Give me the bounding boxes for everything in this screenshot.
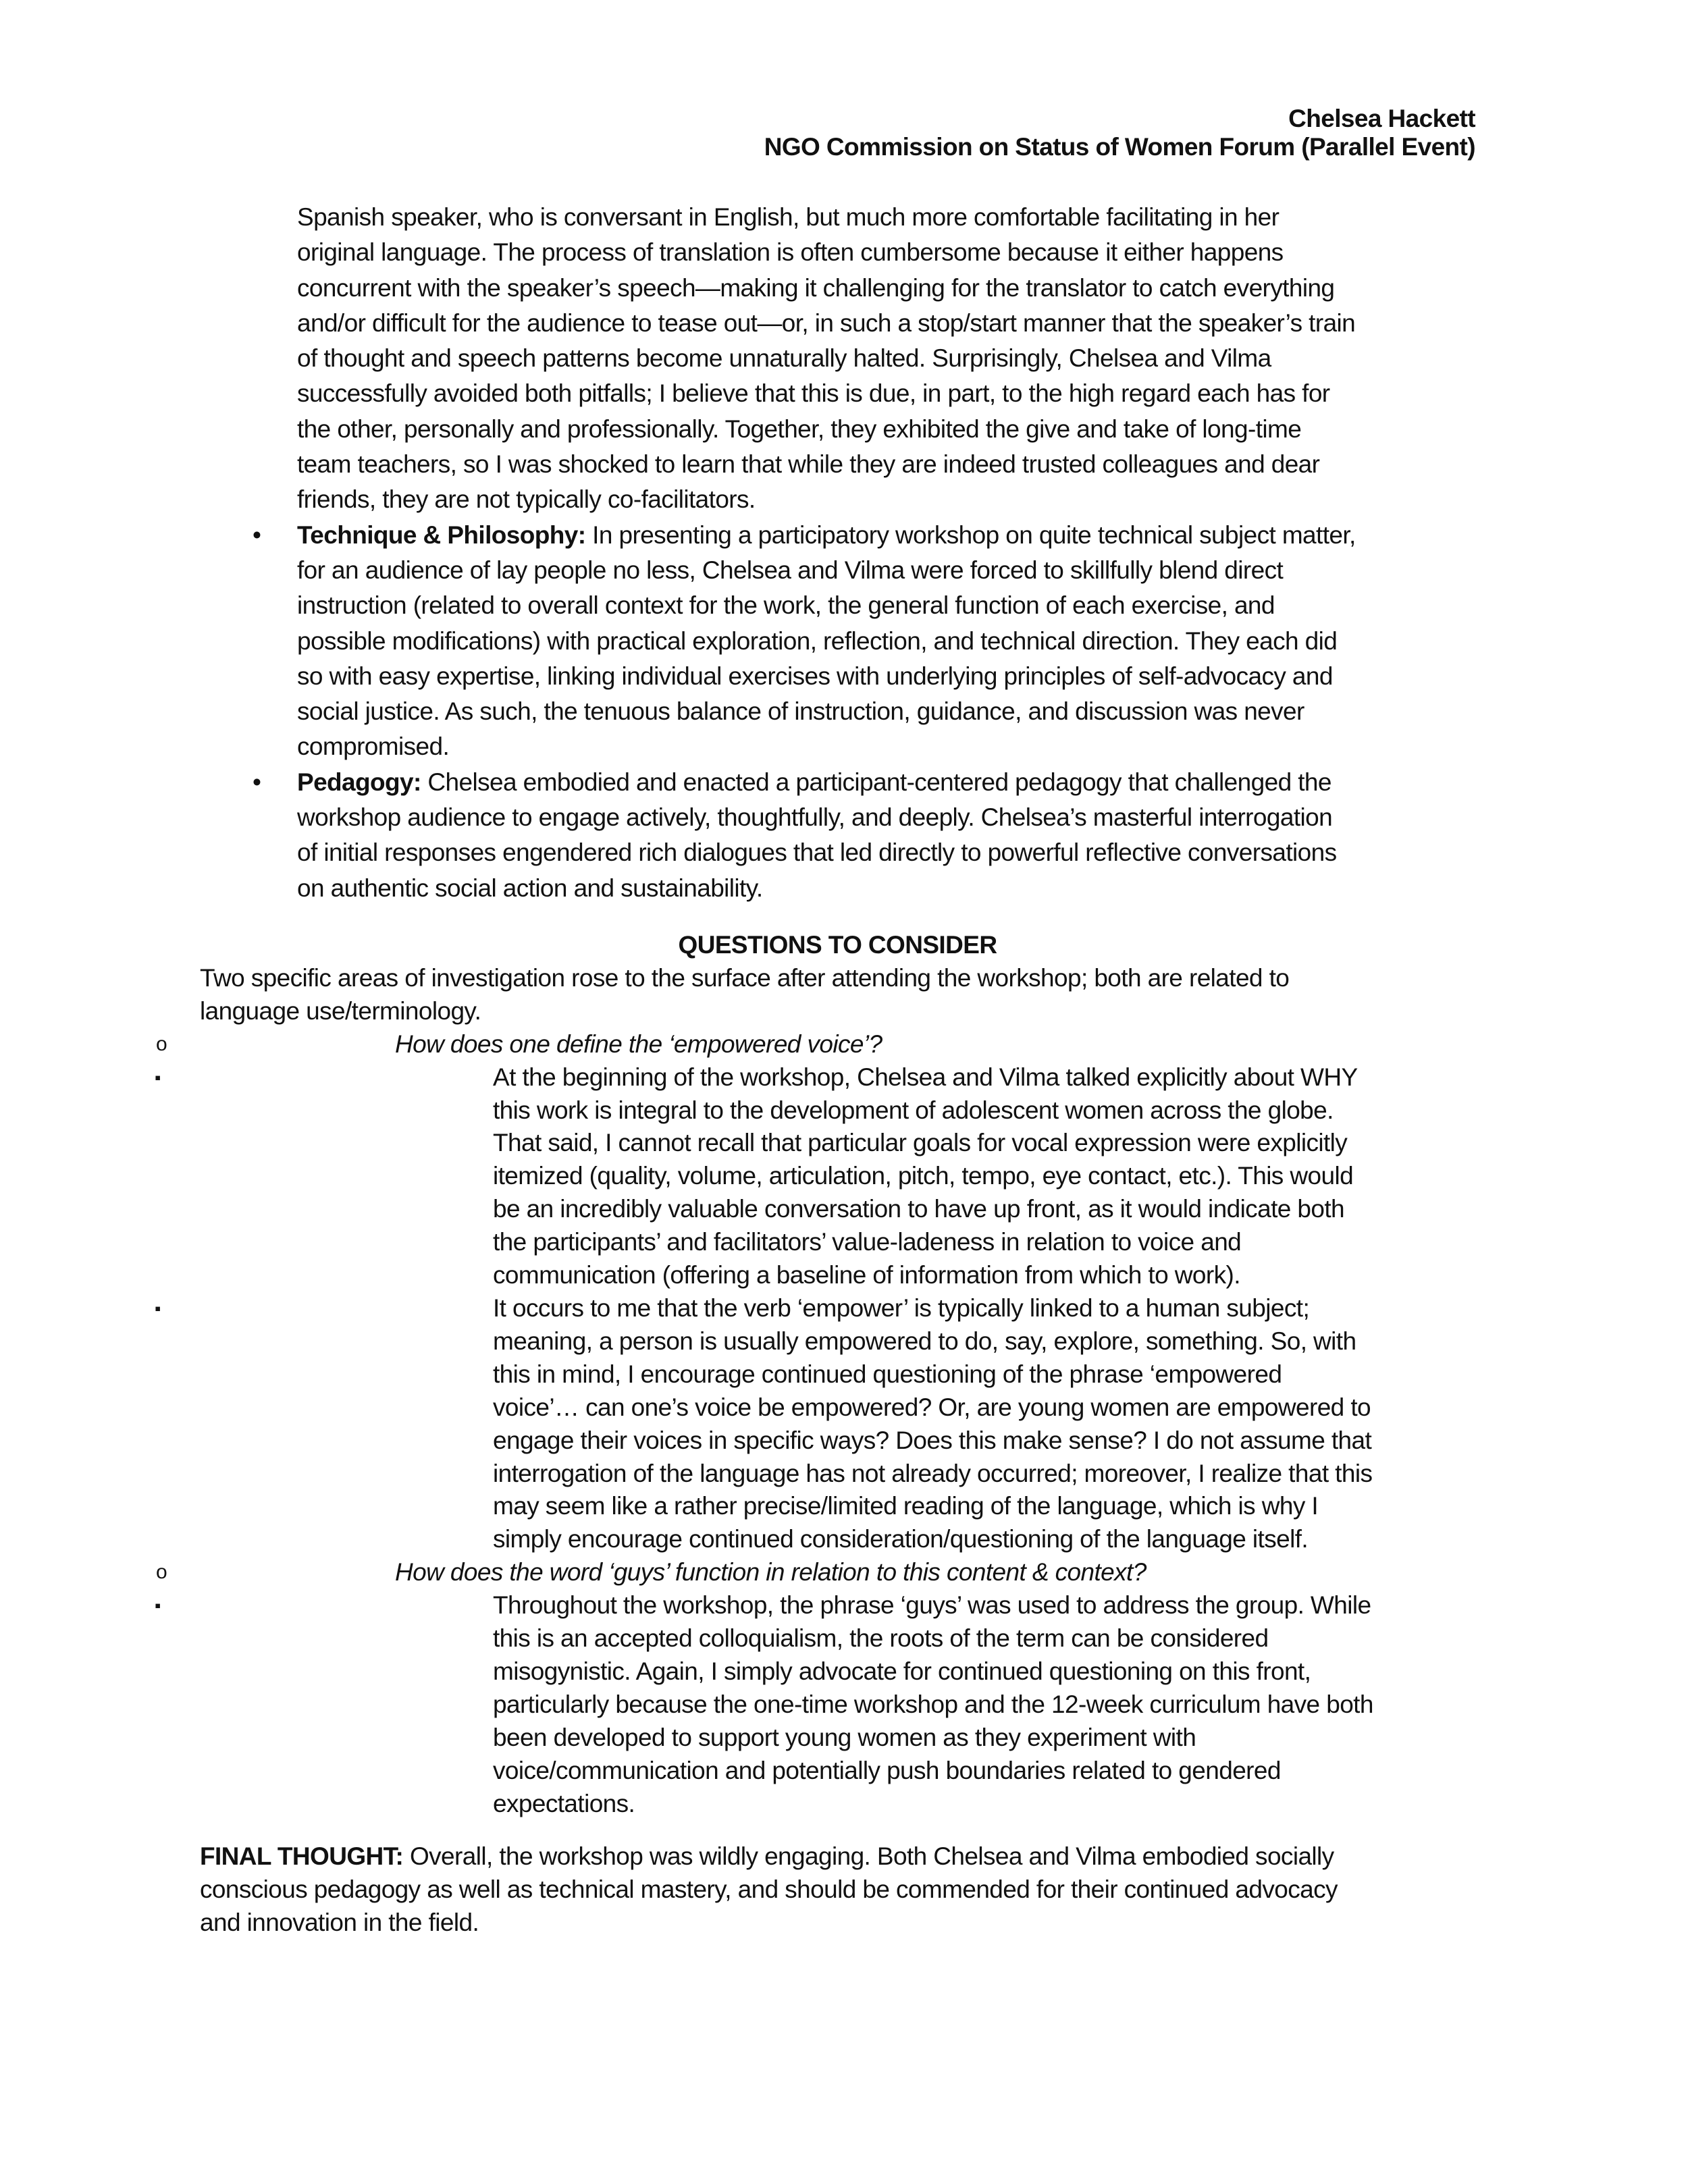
text-line: so with easy expertise, linking individual exercises with underlying principles of self-advocacy and	[297, 662, 1333, 690]
event-title: NGO Commission on Status of Women Forum (Parallel Event)	[764, 133, 1475, 161]
bullet-item	[253, 765, 1356, 906]
point-text: misogynistic. Again, I simply advocate for continued questioning on this front,	[493, 1657, 1311, 1685]
text-line: conscious pedagogy as well as technical mastery, and should be commended for their continued advocacy	[200, 1875, 1338, 1903]
author-name: Chelsea Hackett	[1288, 105, 1475, 132]
bullet-text: In presenting a participatory workshop on quite technical subject matter,	[585, 521, 1356, 549]
text-line: the other, personally and professionally. Together, they exhibited the give and take of long-time	[297, 415, 1302, 443]
text-line	[200, 1424, 1475, 1458]
text-line: original language. The process of translation is often cumbersome because it either happens	[297, 238, 1284, 267]
text-line	[200, 1622, 1475, 1655]
text-line: of thought and speech patterns become unnaturally halted. Surprisingly, Chelsea and Vilma	[297, 344, 1271, 373]
text-line	[253, 765, 1356, 800]
point-text: voice/communication and potentially push boundaries related to gendered	[493, 1756, 1281, 1784]
text-line	[200, 1094, 1475, 1127]
text-line	[200, 1688, 1475, 1722]
text-line	[200, 1226, 1475, 1259]
text-line	[200, 1722, 1475, 1755]
text-line: and innovation in the field.	[200, 1908, 479, 1936]
text-line	[200, 1788, 1475, 1821]
bullet-icon: •	[253, 521, 261, 549]
point-text: It occurs to me that the verb ‘empower’ is typically linked to a human subject;	[493, 1294, 1310, 1322]
final-text: Overall, the workshop was wildly engaging. Both Chelsea and Vilma embodied socially	[403, 1842, 1334, 1870]
point-text: expectations.	[493, 1789, 635, 1817]
point-text: this in mind, I encourage continued questioning of the phrase ‘empowered	[493, 1360, 1282, 1388]
text-line	[200, 1490, 1475, 1523]
circle-bullet-icon: o	[156, 1032, 167, 1055]
point-text: may seem like a rather precise/limited reading of the language, which is why I	[493, 1492, 1319, 1520]
bullet-label: Technique & Philosophy:	[297, 521, 586, 549]
text-line: team teachers, so I was shocked to learn that while they are indeed trusted colleagues and dear	[297, 450, 1320, 479]
text-line	[200, 1358, 1475, 1391]
text-line	[155, 1292, 1475, 1325]
square-bullet-icon: ▪	[155, 1067, 161, 1088]
text-line	[155, 1061, 1475, 1094]
point-text: particularly because the one-time workshop and the 12-week curriculum have both	[493, 1690, 1373, 1718]
bullet-icon: •	[253, 768, 261, 796]
text-line: workshop audience to engage actively, thoughtfully, and deeply. Chelsea’s masterful interrogation	[297, 803, 1333, 832]
text-line	[200, 1840, 1338, 1873]
question-text: How does the word ‘guys’ function in relation to this content & context?	[395, 1558, 1146, 1587]
text-line: compromised.	[297, 733, 450, 761]
text-line: instruction (related to overall context for the work, the general function of each exercise, and	[297, 591, 1275, 620]
point-text: That said, I cannot recall that particular goals for vocal expression were explicitly	[493, 1129, 1348, 1157]
text-line: and/or difficult for the audience to tease out—or, in such a stop/start manner that the speaker’s train	[297, 309, 1356, 337]
text-line	[253, 518, 1356, 553]
question-item	[156, 1556, 1475, 1589]
text-line: of initial responses engendered rich dialogues that led directly to powerful reflective conversations	[297, 838, 1337, 867]
review-body	[253, 200, 1356, 906]
point-text: Throughout the workshop, the phrase ‘guys’ was used to address the group. While	[493, 1591, 1371, 1620]
point-text: be an incredibly valuable conversation to have up front, as it would indicate both	[493, 1195, 1345, 1223]
text-line: on authentic social action and sustainability.	[297, 874, 763, 902]
point-text: communication (offering a baseline of information from which to work).	[493, 1261, 1240, 1289]
point-text: been developed to support young women as they experiment with	[493, 1723, 1196, 1751]
point-text: simply encourage continued consideration/questioning of the language itself.	[493, 1525, 1309, 1553]
point-text: itemized (quality, volume, articulation, pitch, tempo, eye contact, etc.). This would	[493, 1162, 1354, 1190]
final-label: FINAL THOUGHT:	[200, 1842, 404, 1870]
question-item	[156, 1028, 1475, 1061]
text-line	[200, 1259, 1475, 1292]
questions-section	[155, 929, 1475, 1820]
text-line	[200, 1127, 1475, 1160]
text-line	[200, 1655, 1475, 1688]
bullet-text: Chelsea embodied and enacted a participant-centered pedagogy that challenged the	[421, 768, 1331, 796]
bullet-label: Pedagogy:	[297, 768, 421, 796]
text-line	[200, 1325, 1475, 1358]
text-line: Two specific areas of investigation rose to the surface after attending the workshop; both are related to	[200, 963, 1290, 992]
text-line: successfully avoided both pitfalls; I believe that this is due, in part, to the high regard each has for	[297, 379, 1330, 408]
point-text: this work is integral to the development of adolescent women across the globe.	[493, 1096, 1334, 1124]
question-text: How does one define the ‘empowered voice’?	[395, 1030, 882, 1058]
text-line	[155, 1589, 1475, 1622]
text-line	[200, 1391, 1475, 1424]
point-text: meaning, a person is usually empowered to do, say, explore, something. So, with	[493, 1327, 1356, 1355]
square-bullet-icon: ▪	[155, 1298, 161, 1319]
square-bullet-icon: ▪	[155, 1595, 161, 1616]
text-line	[200, 1523, 1475, 1556]
text-line: Spanish speaker, who is conversant in English, but much more comfortable facilitating in her	[297, 203, 1280, 231]
text-line: concurrent with the speaker’s speech—making it challenging for the translator to catch everything	[297, 273, 1335, 302]
text-line: social justice. As such, the tenuous balance of instruction, guidance, and discussion was never	[297, 697, 1304, 726]
final-thought	[200, 1840, 1338, 1940]
text-line	[200, 1160, 1475, 1193]
text-line	[200, 1755, 1475, 1788]
point-text: engage their voices in specific ways? Does this make sense? I do not assume that	[493, 1426, 1372, 1454]
point-text: voice’… can one’s voice be empowered? Or, are young women are empowered to	[493, 1393, 1371, 1421]
text-line: for an audience of lay people no less, Chelsea and Vilma were forced to skillfully blend direct	[297, 556, 1284, 584]
text-line	[200, 1193, 1475, 1226]
point-text: the participants’ and facilitators’ value-ladeness in relation to voice and	[493, 1228, 1242, 1256]
text-line: friends, they are not typically co-facilitators.	[297, 485, 756, 514]
text-line	[200, 1458, 1475, 1491]
bullet-item	[253, 518, 1356, 765]
section-heading: QUESTIONS TO CONSIDER	[678, 931, 997, 959]
text-line: possible modifications) with practical exploration, reflection, and technical direction. They each did	[297, 627, 1338, 655]
point-text: this is an accepted colloquialism, the roots of the term can be considered	[493, 1624, 1269, 1653]
circle-bullet-icon: o	[156, 1561, 167, 1584]
point-text: interrogation of the language has not already occurred; moreover, I realize that this	[493, 1459, 1373, 1487]
text-line: language use/terminology.	[200, 996, 481, 1025]
point-text: At the beginning of the workshop, Chelsea and Vilma talked explicitly about WHY	[493, 1063, 1358, 1091]
